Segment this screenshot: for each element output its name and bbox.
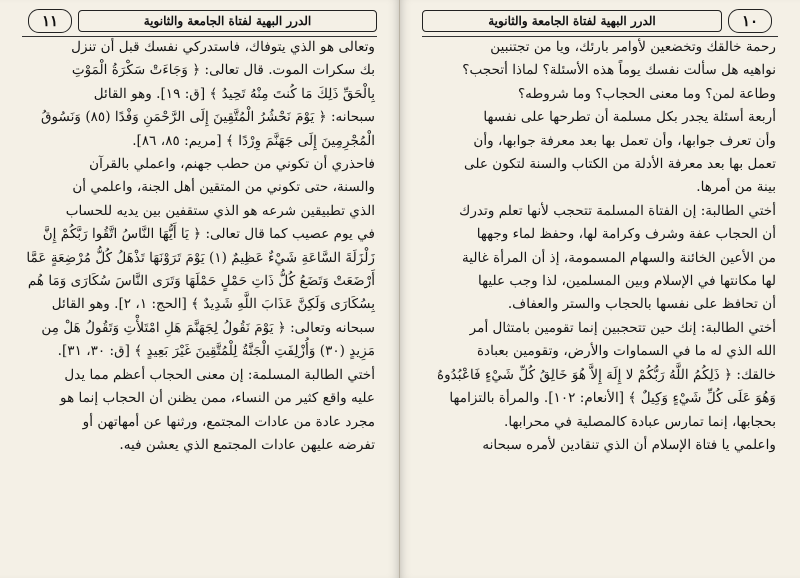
text-line: بك سكرات الموت. قال تعالى: ﴿ وَجَاءَتْ سَكْرَةُ الْمَوْتِ (71, 62, 375, 79)
text-line: سبحانه وتعالى: ﴿ يَوْمَ نَقُولُ لِجَهَنَّمَ هَلِ امْتَلأْتِ وَتَقُولُ هَلْ مِن (41, 319, 375, 336)
text-line: عليه واقع كثير من النساء، ممن يظنن أن الحجاب إنما هو (60, 390, 375, 407)
page-header (22, 8, 377, 34)
text-line: وطاعة لمن؟ وما معنى الحجاب؟ وما شروطه؟ (517, 85, 776, 102)
text-line: رحمة خالقك وتخضعين لأوامر بارئك، ويا من تجتنبين (490, 39, 776, 55)
text-line: أن الحجاب عفة وشرف وكرامة لها، وحفظ لماء وجهها (476, 226, 776, 243)
text-line: تفرضه عليهن عادات المجتمع الذي يعشن فيه. (119, 436, 375, 453)
text-line: أختي الطالبة: إنك حين تتحجبين إنما تقومين بامتثال أمر (469, 319, 776, 336)
text-line: وَهُوَ عَلَى كُلِّ شَيْءٍ وَكِيلٌ ﴾ [الأنعام: ١٠٢]. والمرأة بالتزامها (449, 390, 776, 407)
running-title: الدرر البهية لفتاة الجامعة والثانوية (78, 10, 377, 32)
text-line: تعمل بها بعد معرفة الأدلة من الكتاب والسنة لتكون على (464, 156, 776, 173)
text-line: بحجابها، إنما تمارس عبادة كالمصلية في محرابها. (504, 413, 776, 430)
text-line: لها مكانتها في الإسلام وبين المسلمين، لذا وجب عليها (477, 273, 776, 290)
text-line: بينة من أمرها. (696, 179, 776, 196)
page-text (424, 36, 776, 457)
text-line: مَزِيدٍ (٣٠) وَأُزْلِفَتِ الْجَنَّةُ لِلْمُتَّقِينَ غَيْرَ بَعِيدٍ ﴾ [ق: ٣٠، ٣١]. (57, 343, 375, 360)
text-line: أن تحافظ على نفسها بالحجاب والستر والعفاف. (507, 296, 776, 313)
text-line: بِسُكَارَى وَلَكِنَّ عَذَابَ اللَّهِ شَدِيدٌ ﴾ [الحج: ١، ٢]. وهو القائل (51, 296, 375, 313)
page-text (24, 36, 375, 457)
text-line: وتعالى هو الذي يتوفاك، فاستدركي نفسك قبل أن تنزل (71, 39, 375, 55)
header-rule (22, 36, 377, 37)
text-line: الله الذي له ما في السماوات والأرض، وتقومين بعبادة (476, 343, 776, 360)
header-rule (422, 36, 778, 37)
text-line: الْمُجْرِمِينَ إِلَى جَهَنَّمَ وِرْدًا ﴾ [مريم: ٨٥، ٨٦]. (132, 132, 375, 149)
page-number: ١١ (28, 9, 72, 33)
text-line: والسنة، حتى تكوني من المتقين أهل الجنة، واعلمي أن (72, 179, 375, 196)
page-number: ١٠ (728, 9, 772, 33)
page-header (422, 8, 778, 34)
text-line: خالقك: ﴿ ذَلِكُمُ اللَّهُ رَبُّكُمْ لا إِلَهَ إِلاَّ هُوَ خَالِقُ كُلِّ شَيْءٍ فَاعْبُدُوهُ (436, 366, 776, 383)
running-title: الدرر البهية لفتاة الجامعة والثانوية (422, 10, 722, 32)
text-line: أختي الطالبة: إن الفتاة المسلمة تتحجب لأنها تعلم وتدرك (459, 202, 776, 219)
text-line: من الأعين الخائنة والسهام المسمومة، إذ أن المرأة غالية (461, 249, 776, 266)
text-line: أربعة أسئلة يجدر بكل مسلمة أن تطرحها على نفسها (483, 109, 776, 126)
text-line: سبحانه: ﴿ يَوْمَ نَحْشُرُ الْمُتَّقِينَ إِلَى الرَّحْمَنِ وَفْدًا (٨٥) وَنَسُوقُ (40, 109, 375, 126)
text-line: مجرد عادة من عادات المجتمع، ورثنها عن أمهاتهن أو (82, 413, 375, 430)
text-line: فاحذري أن تكوني من حطب جهنم، واعملي بالقرآن (89, 156, 375, 173)
text-line: في يوم عصيب كما قال تعالى: ﴿ يَا أَيُّهَا النَّاسُ اتَّقُوا رَبَّكُمْ إِنَّ (42, 226, 375, 243)
text-line: بِالْحَقِّ ذَلِكَ مَا كُنتَ مِنْهُ تَحِيدُ ﴾ [ق: ١٩]. وهو القائل (93, 85, 375, 102)
text-line: وأن تعرف جوابها، وأن تعمل بها بعد معرفة جوابها، وأن (473, 132, 776, 149)
text-line: أَرْضَعَتْ وَتَضَعُ كُلُّ ذَاتِ حَمْلٍ حَمْلَهَا وَتَرَى النَّاسَ سُكَارَى وَمَا هُم (27, 273, 375, 290)
text-line: نواهيه هل سألت نفسك يوماً هذه الأسئلة؟ لماذا أتحجب؟ (462, 62, 776, 79)
text-line: أختي الطالبة المسلمة: إن معنى الحجاب أعظم مما يدل (64, 366, 375, 383)
text-line: الذي تطبيقين شرعه هو الذي ستقفين بين يديه للحساب (65, 202, 375, 219)
text-line: واعلمي يا فتاة الإسلام أن الذي تنقادين لأمره سبحانه (482, 436, 776, 453)
text-line: زَلْزَلَةَ السَّاعَةِ شَيْءٌ عَظِيمٌ (١) يَوْمَ تَرَوْنَهَا تَذْهَلُ كُلُّ مُرْضِعَةٍ عَمَّا (26, 249, 375, 266)
page-right (400, 0, 800, 578)
